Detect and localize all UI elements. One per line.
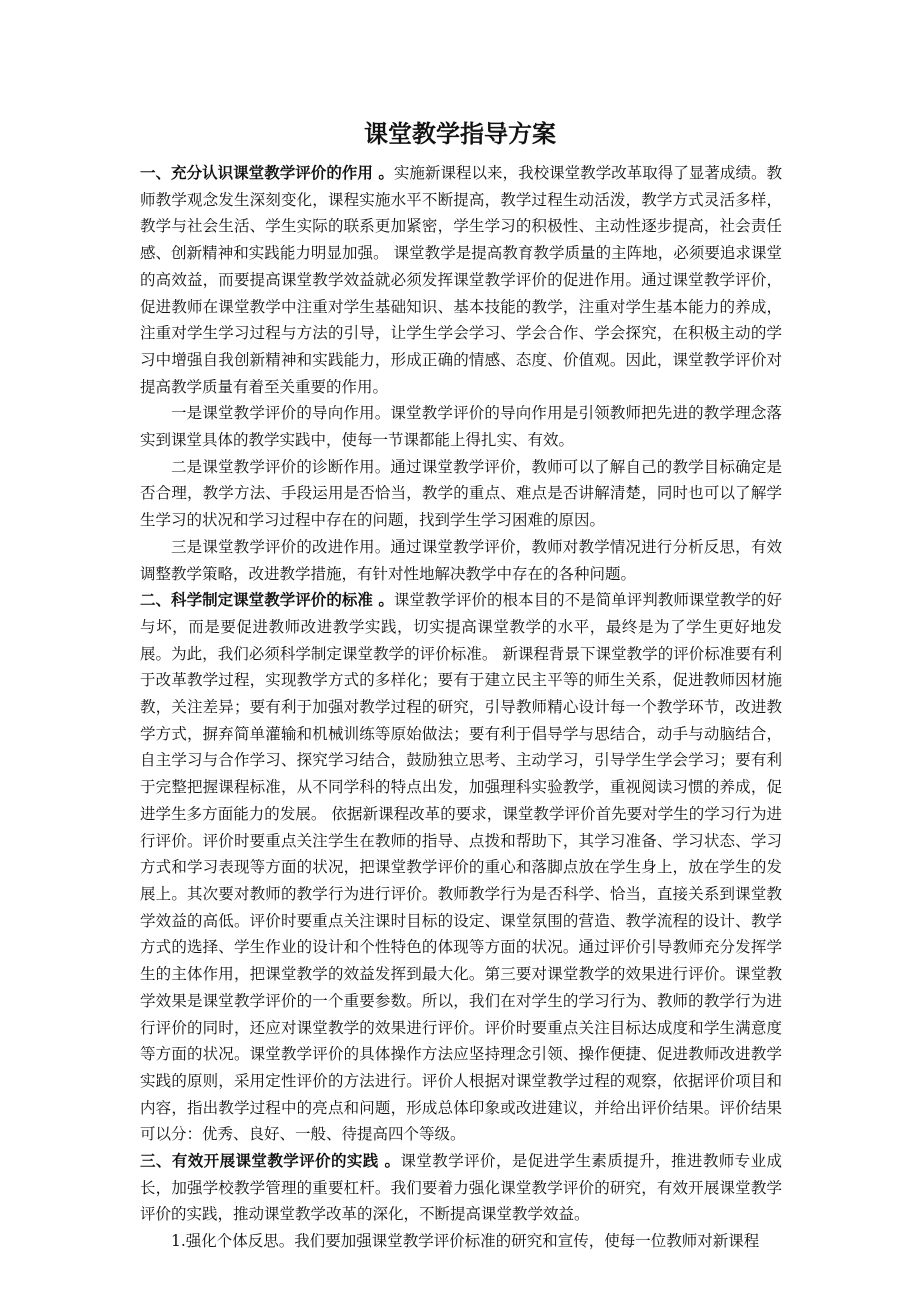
paragraph-diagnostic-role: 二是课堂教学评价的诊断作用。通过课堂教学评价，教师可以了解自己的教学目标确定是否合理，教学方法、手段运用是否恰当，教学的重点、难点是否讲解清楚，同时也可以了解学生学习的状况和学习过程中存在的问题，找到学生学习困难的原因。 xyxy=(140,457,782,530)
section-1-paragraph xyxy=(140,160,782,400)
section-2-heading: 二、科学制定课堂教学评价的标准 。 xyxy=(140,591,394,610)
section-3-paragraph xyxy=(140,1148,782,1228)
paragraph-improvement-role: 三是课堂教学评价的改进作用。通过课堂教学评价，教师对教学情况进行分析反思，有效调整教学策略，改进教学措施，有针对性地解决教学中存在的各种问题。 xyxy=(140,537,782,583)
paragraph-self-reflection: 1.强化个体反思。我们要加强课堂教学评价标准的研究和宣传，使每一位教师对新课程 xyxy=(171,1232,760,1251)
section-2-paragraph xyxy=(140,587,782,1148)
section-2-text: 课堂教学评价的根本目的不是简单评判教师课堂教学的好与坏，而是要促进教师改进教学实践，切实提高课堂教学的水平，最终是为了学生更好地发展。为此，我们必须科学制定课堂教学的评价标准。 新课程背景下课堂教学的评价标准要有利于改革教学过程，实现教学方式的多样化；要有于建立民主平等的师生关系，促进教师因材施教，关注差异；要有利于加强对教学过程的研究，引导教师精心设计每一个教学环节，改进教学方式，摒弃简单灌输和机械训练等原始做法；要有利于倡导学与思结合，动手与动脑结合，自主学习与合作学习、探究学习结合，鼓励独立思考、主动学习，引导学生学会学习；要有利于完整把握课程标准，从不同学科的特点出发，加强理科实验教学，重视阅读习惯的养成，促进学生多方面能力的发展。 依据新课程改革的要求，课堂教学评价首先要对学生的学习行为进行评价。评价时要重点关注学生在教师的指导、点拨和帮助下，其学习准备、学习状态、学习方式和学习表现等方面的状况，把课堂教学评价的重心和落脚点放在学生身上，放在学生的发展上。其次要对教师的教学行为进行评价。教师教学行为是否科学、恰当，直接关系到课堂教学效益的高低。评价时要重点关注课时目标的设定、课堂氛围的营造、教学流程的设计、教学方式的选择、学生作业的设计和个性特色的体现等方面的状况。通过评价引导教师充分发挥学生的主体作用，把课堂教学的效益发挥到最大化。第三要对课堂教学的效果进行评价。课堂教学效果是课堂教学评价的一个重要参数。所以，我们在对学生的学习行为、教师的教学行为进行评价的同时，还应对课堂教学的效果进行评价。评价时要重点关注目标达成度和学生满意度等方面的状况。课堂教学评价的具体操作方法应坚持理念引领、操作便捷、促进教师改进教学实践的原则，采用定性评价的方法进行。评价人根据对课堂教学过程的观察，依据评价项目和内容，指出教学过程中的亮点和问题，形成总体印象或改进建议，并给出评价结果。评价结果可以分：优秀、良好、一般、待提高四个等级。 xyxy=(140,591,782,1144)
document-body xyxy=(140,160,782,1255)
paragraph-guiding-role: 一是课堂教学评价的导向作用。课堂教学评价的导向作用是引领教师把先进的教学理念落实到课堂具体的教学实践中，使每一节课都能上得扎实、有效。 xyxy=(140,404,782,450)
section-3-heading: 三、有效开展课堂教学评价的实践 。 xyxy=(140,1152,401,1171)
section-1-text: 实施新课程以来，我校课堂教学改革取得了显著成绩。教师教学观念发生深刻变化，课程实施水平不断提高，教学过程生动活泼，教学方式灵活多样，教学与社会生活、学生实际的联系更加紧密，学生学习的积极性、主动性逐步提高，社会责任感、创新精神和实践能力明显加强。 课堂教学是提高教育教学质量的主阵地，必须要追求课堂的高效益，而要提高课堂教学效益就必须发挥课堂教学评价的促进作用。通过课堂教学评价，促进教师在课堂教学中注重对学生基础知识、基本技能的教学，注重对学生基本能力的养成，注重对学生学习过程与方法的引导，让学生学会学习、学会合作、学会探究，在积极主动的学习中增强自我创新精神和实践能力，形成正确的情感、态度、价值观。因此，课堂教学评价对提高教学质量有着至关重要的作用。 xyxy=(140,164,782,396)
document-title: 课堂教学指导方案 xyxy=(364,120,556,148)
section-1-heading: 一、充分认识课堂教学评价的作用 。 xyxy=(140,164,394,182)
section-3-text: 课堂教学评价，是促进学生素质提升，推进教师专业成长，加强学校教学管理的重要杠杆。我们要着力强化课堂教学评价的研究，有效开展课堂教学评价的实践，推动课堂教学改革的深化，不断提高课堂教学效益。 xyxy=(140,1152,782,1224)
